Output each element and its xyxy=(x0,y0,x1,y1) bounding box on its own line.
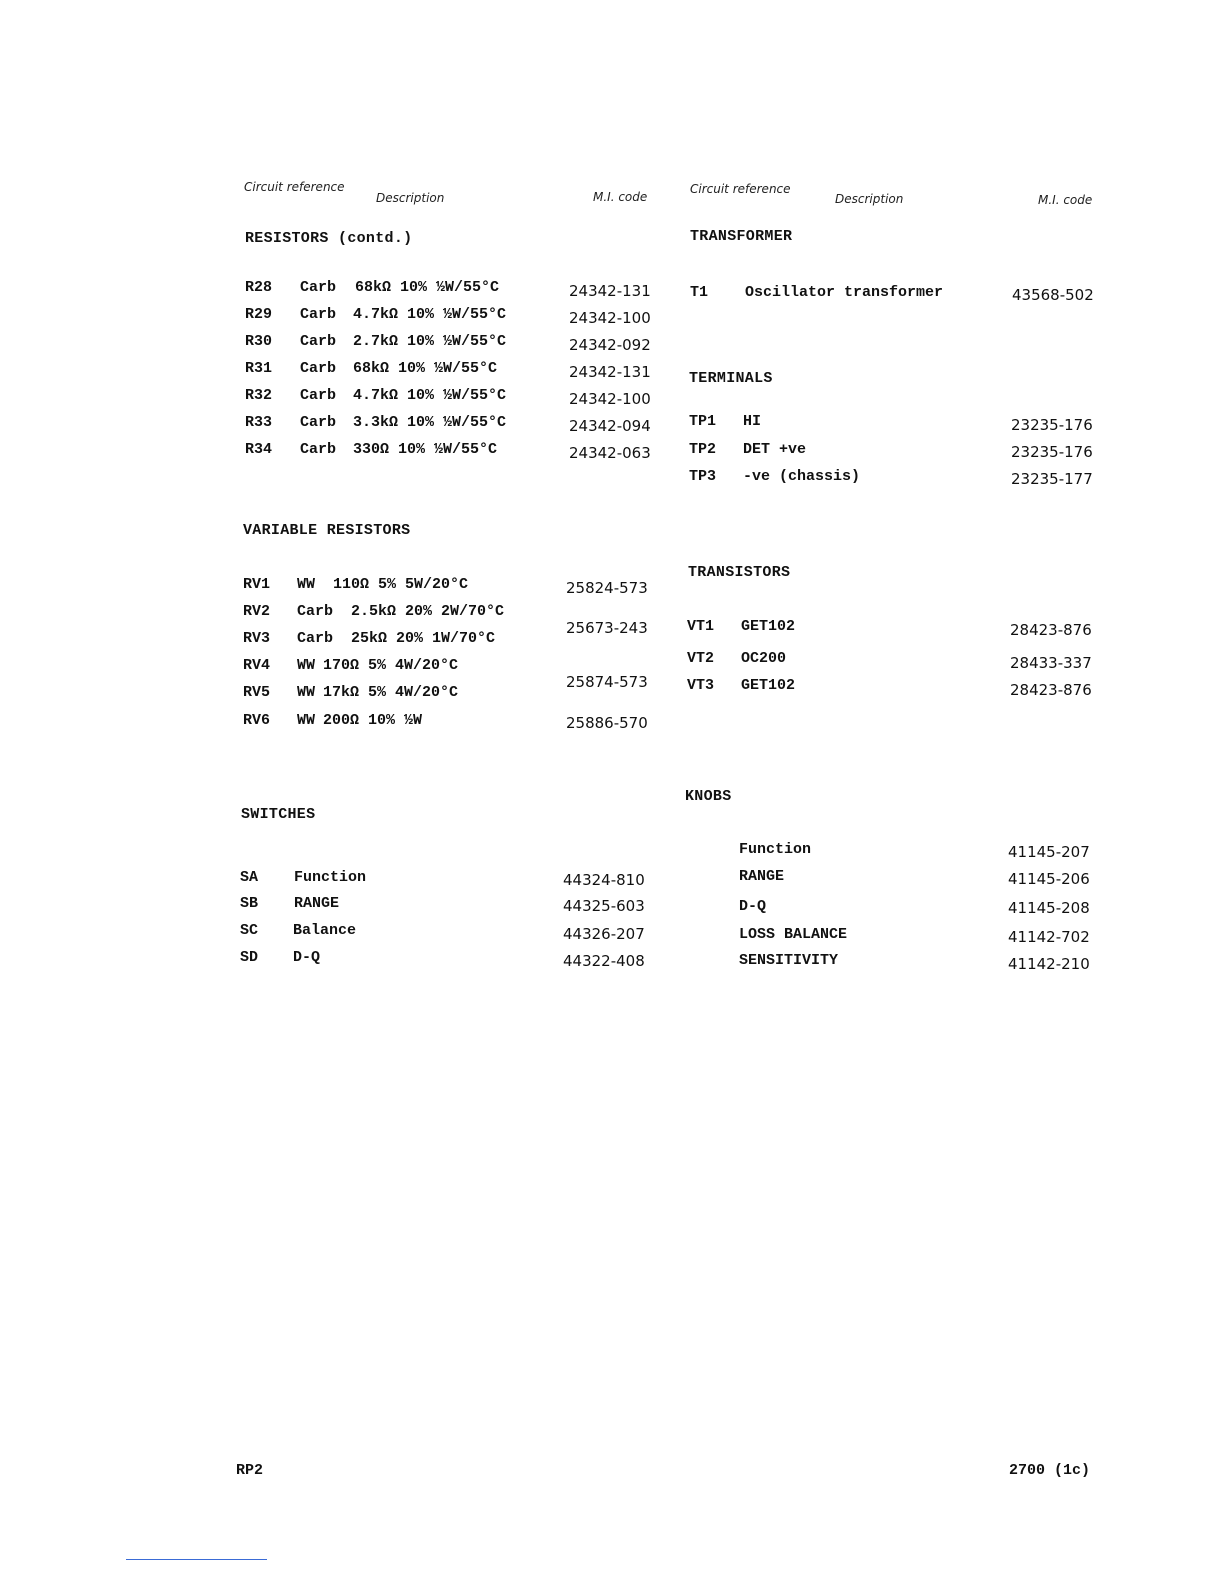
transistor-ref: VT2 xyxy=(687,650,715,667)
variable-resistor-code: 25874-573 xyxy=(566,673,648,691)
resistor-spec: 330Ω 10% ½W/55°C xyxy=(353,441,498,458)
variable-resistor-spec: 25kΩ 20% 1W/70°C xyxy=(351,630,496,647)
switch-code: 44324-810 xyxy=(563,871,645,889)
resistor-ref: R29 xyxy=(245,306,273,323)
resistor-type: Carb xyxy=(300,414,337,431)
switch-ref: SA xyxy=(240,869,259,886)
knob-desc: SENSITIVITY xyxy=(739,952,839,969)
resistor-code: 24342-094 xyxy=(569,417,651,435)
footer-page-ref: RP2 xyxy=(236,1462,264,1479)
transistor-desc: GET102 xyxy=(741,618,796,635)
variable-resistor-type: WW xyxy=(297,657,316,674)
variable-resistor-type: Carb xyxy=(297,630,334,647)
terminal-code: 23235-176 xyxy=(1011,416,1093,434)
resistor-spec: 4.7kΩ 10% ½W/55°C xyxy=(353,306,507,323)
transformer-title: TRANSFORMER xyxy=(690,228,793,245)
terminal-desc: HI xyxy=(743,413,762,430)
resistor-type: Carb xyxy=(300,333,337,350)
variable-resistor-spec: 110Ω 5% 5W/20°C xyxy=(333,576,469,593)
resistors-title: RESISTORS (contd.) xyxy=(245,230,413,247)
terminal-code: 23235-176 xyxy=(1011,443,1093,461)
left-mi-code-header: M.I. code xyxy=(593,190,648,204)
variable-resistor-type: WW xyxy=(297,684,316,701)
variable-resistor-ref: RV4 xyxy=(243,657,271,674)
switch-desc: RANGE xyxy=(294,895,340,912)
transistor-desc: GET102 xyxy=(741,677,796,694)
resistor-spec: 2.7kΩ 10% ½W/55°C xyxy=(353,333,507,350)
switch-ref: SD xyxy=(240,949,259,966)
resistor-spec: 4.7kΩ 10% ½W/55°C xyxy=(353,387,507,404)
variable-resistor-type: Carb xyxy=(297,603,334,620)
switch-ref: SB xyxy=(240,895,259,912)
switch-ref: SC xyxy=(240,922,259,939)
variable-resistor-spec: 170Ω 5% 4W/20°C xyxy=(323,657,459,674)
variable-resistor-type: WW xyxy=(297,712,316,729)
variable-resistor-spec: 200Ω 10% ½W xyxy=(323,712,423,729)
resistor-code: 24342-100 xyxy=(569,390,651,408)
left-circuit-reference-header: Circuit reference xyxy=(244,180,345,194)
knob-code: 41145-206 xyxy=(1008,870,1090,888)
variable-resistor-code: 25886-570 xyxy=(566,714,648,732)
knob-desc: LOSS BALANCE xyxy=(739,926,848,943)
resistor-ref: R34 xyxy=(245,441,273,458)
resistor-code: 24342-100 xyxy=(569,309,651,327)
switch-code: 44325-603 xyxy=(563,897,645,915)
resistor-ref: R30 xyxy=(245,333,273,350)
knob-code: 41145-208 xyxy=(1008,899,1090,917)
transistor-ref: VT3 xyxy=(687,677,715,694)
resistor-spec: 68kΩ 10% ½W/55°C xyxy=(353,360,498,377)
variable-resistor-ref: RV1 xyxy=(243,576,271,593)
transistor-code: 28423-876 xyxy=(1010,621,1092,639)
variable-resistor-ref: RV3 xyxy=(243,630,271,647)
transformer-desc: Oscillator transformer xyxy=(745,284,944,301)
right-description-header: Description xyxy=(835,192,904,206)
knobs-title: KNOBS xyxy=(685,788,732,805)
resistor-spec: 3.3kΩ 10% ½W/55°C xyxy=(353,414,507,431)
transformer-code: 43568-502 xyxy=(1012,286,1094,304)
knob-desc: Function xyxy=(739,841,812,858)
terminals-title: TERMINALS xyxy=(689,370,773,387)
switches-title: SWITCHES xyxy=(241,806,316,823)
terminal-ref: TP1 xyxy=(689,413,717,430)
right-mi-code-header: M.I. code xyxy=(1038,193,1093,207)
variable-resistor-ref: RV6 xyxy=(243,712,271,729)
bottom-rule xyxy=(126,1559,267,1560)
resistor-type: Carb xyxy=(300,306,337,323)
resistor-type: Carb xyxy=(300,387,337,404)
variable-resistor-ref: RV2 xyxy=(243,603,271,620)
resistor-ref: R33 xyxy=(245,414,273,431)
terminal-ref: TP3 xyxy=(689,468,717,485)
resistor-code: 24342-131 xyxy=(569,363,651,381)
right-circuit-reference-header: Circuit reference xyxy=(690,182,791,196)
resistor-type: Carb xyxy=(300,360,337,377)
variable-resistor-code: 25824-573 xyxy=(566,579,648,597)
terminal-desc: -ve (chassis) xyxy=(743,468,861,485)
footer-doc-number: 2700 (1c) xyxy=(1009,1462,1091,1479)
transistor-code: 28423-876 xyxy=(1010,681,1092,699)
left-description-header: Description xyxy=(376,191,445,205)
knob-desc: RANGE xyxy=(739,868,785,885)
switch-desc: D-Q xyxy=(293,949,321,966)
transistor-ref: VT1 xyxy=(687,618,715,635)
resistor-spec: 68kΩ 10% ½W/55°C xyxy=(355,279,500,296)
resistor-ref: R32 xyxy=(245,387,273,404)
resistor-type: Carb xyxy=(300,279,337,296)
switch-code: 44322-408 xyxy=(563,952,645,970)
variable-resistor-type: WW xyxy=(297,576,316,593)
resistor-code: 24342-092 xyxy=(569,336,651,354)
transformer-ref: T1 xyxy=(690,284,709,301)
resistor-type: Carb xyxy=(300,441,337,458)
terminal-desc: DET +ve xyxy=(743,441,807,458)
resistor-ref: R31 xyxy=(245,360,273,377)
switch-code: 44326-207 xyxy=(563,925,645,943)
knob-code: 41142-702 xyxy=(1008,928,1090,946)
transistor-desc: OC200 xyxy=(741,650,787,667)
terminal-code: 23235-177 xyxy=(1011,470,1093,488)
resistor-ref: R28 xyxy=(245,279,273,296)
resistor-code: 24342-063 xyxy=(569,444,651,462)
variable-resistors-title: VARIABLE RESISTORS xyxy=(243,522,411,539)
variable-resistor-code: 25673-243 xyxy=(566,619,648,637)
switch-desc: Balance xyxy=(293,922,357,939)
knob-desc: D-Q xyxy=(739,898,767,915)
transistors-title: TRANSISTORS xyxy=(688,564,791,581)
knob-code: 41142-210 xyxy=(1008,955,1090,973)
knob-code: 41145-207 xyxy=(1008,843,1090,861)
terminal-ref: TP2 xyxy=(689,441,717,458)
variable-resistor-spec: 17kΩ 5% 4W/20°C xyxy=(323,684,459,701)
variable-resistor-ref: RV5 xyxy=(243,684,271,701)
variable-resistor-spec: 2.5kΩ 20% 2W/70°C xyxy=(351,603,505,620)
resistor-code: 24342-131 xyxy=(569,282,651,300)
switch-desc: Function xyxy=(294,869,367,886)
transistor-code: 28433-337 xyxy=(1010,654,1092,672)
